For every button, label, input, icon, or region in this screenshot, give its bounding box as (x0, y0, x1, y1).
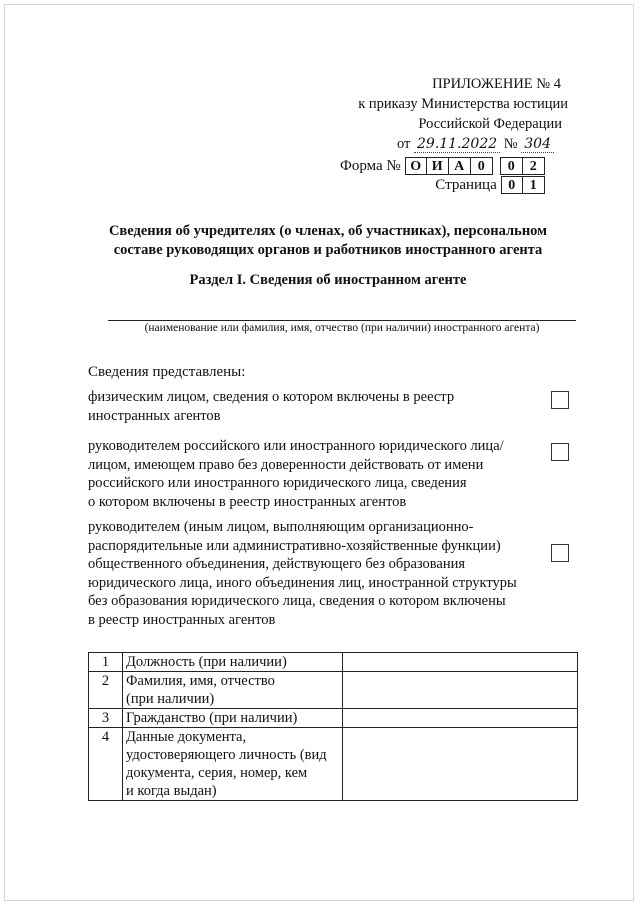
person-data-table (88, 652, 578, 801)
option-line: юридического лица, иного объединения лиц, иностранной структуры (88, 574, 517, 591)
option-legal-entity-checkbox[interactable] (551, 443, 569, 461)
row-label-line: удостоверяющего личность (вид (126, 747, 327, 763)
row-number: 4 (89, 728, 123, 801)
table-row (89, 672, 578, 709)
option-line: о котором включены в реестр иностранных агентов (88, 493, 407, 510)
option-line: общественного объединения, действующего без образования (88, 556, 466, 572)
table-row (89, 709, 578, 728)
row-label-line: Фамилия, имя, отчество (126, 673, 275, 689)
row-number: 3 (89, 709, 123, 728)
page-number-cell: 1 (523, 176, 545, 194)
option-legal-entity-text (88, 437, 504, 511)
row-label-line: документа, серия, номер, кем (126, 765, 308, 781)
annex-date-line (358, 134, 554, 154)
annex-order-line: к приказу Министерства юстиции (358, 96, 568, 112)
option-individual-text (88, 388, 454, 425)
form-code-cell: 0 (471, 157, 493, 175)
form-code-row (340, 156, 545, 175)
form-code-cell: А (449, 157, 471, 175)
form-code-block (340, 156, 545, 194)
option-individual-checkbox[interactable] (551, 391, 569, 409)
form-code-cell: 2 (523, 157, 545, 175)
document-title (88, 222, 568, 260)
option-line: руководителем российского или иностранного юридического лица/ (88, 438, 504, 454)
row-label-line: Данные документа, (126, 729, 247, 745)
table-row (89, 728, 578, 801)
document-title-line: составе руководящих органов и работников иностранного агента (113, 242, 543, 258)
row-number: 2 (89, 672, 123, 709)
option-line: лицом, имеющем право без доверенности действовать от имени (88, 456, 484, 473)
table-row (89, 653, 578, 672)
form-code-cell: 0 (501, 157, 523, 175)
row-label-line: Должность (при наличии) (126, 654, 287, 670)
row-label (123, 728, 343, 801)
annex-title: ПРИЛОЖЕНИЕ № 4 (432, 76, 561, 92)
annex-date-value: 29.11.2022 (414, 136, 500, 153)
option-line: руководителем (иным лицом, выполняющим организационно- (88, 519, 474, 535)
row-value-cell[interactable] (343, 728, 578, 801)
form-label: Форма № (340, 158, 401, 174)
option-line: физическим лицом, сведения о котором включены в реестр (88, 389, 455, 405)
option-line: иностранных агентов (88, 407, 221, 424)
row-value-cell[interactable] (343, 672, 578, 709)
row-label-line: (при наличии) (126, 691, 215, 707)
row-value-cell[interactable] (343, 709, 578, 728)
option-line: в реестр иностранных агентов (88, 611, 276, 628)
form-code-cell: О (405, 157, 427, 175)
option-line: распорядительные или административно-хозяйственные функции) (88, 537, 501, 554)
form-code-cell: И (427, 157, 449, 175)
form-code-spacer (493, 157, 501, 175)
annex-number-prefix: № (503, 136, 518, 152)
row-label (123, 653, 343, 672)
agent-name-field[interactable] (108, 320, 576, 321)
section-title: Раздел I. Сведения об иностранном агенте (189, 272, 467, 288)
option-association-text (88, 518, 517, 629)
annex-date-prefix: от (396, 136, 411, 152)
row-label-line: Гражданство (при наличии) (126, 710, 298, 726)
annex-ministry-line: Российской Федерации (418, 116, 562, 132)
page-number-cell: 0 (501, 176, 523, 194)
agent-name-caption: (наименование или фамилия, имя, отчество (при наличии) иностранного агента) (144, 322, 540, 334)
option-association-checkbox[interactable] (551, 544, 569, 562)
page-label: Страница (435, 177, 497, 193)
row-label (123, 709, 343, 728)
annex-number-value: 304 (521, 136, 554, 153)
annex-header (358, 74, 568, 154)
row-label (123, 672, 343, 709)
document-title-line: Сведения об учредителях (о членах, об участниках), персональном (108, 223, 548, 239)
row-value-cell[interactable] (343, 653, 578, 672)
row-number: 1 (89, 653, 123, 672)
page-number-row (340, 175, 545, 194)
option-line: без образования юридического лица, сведения о котором включены (88, 593, 506, 609)
row-label-line: и когда выдан) (126, 783, 217, 799)
option-line: российского или иностранного юридического лица, сведения (88, 475, 467, 491)
submitted-by-heading: Сведения представлены: (88, 364, 246, 380)
